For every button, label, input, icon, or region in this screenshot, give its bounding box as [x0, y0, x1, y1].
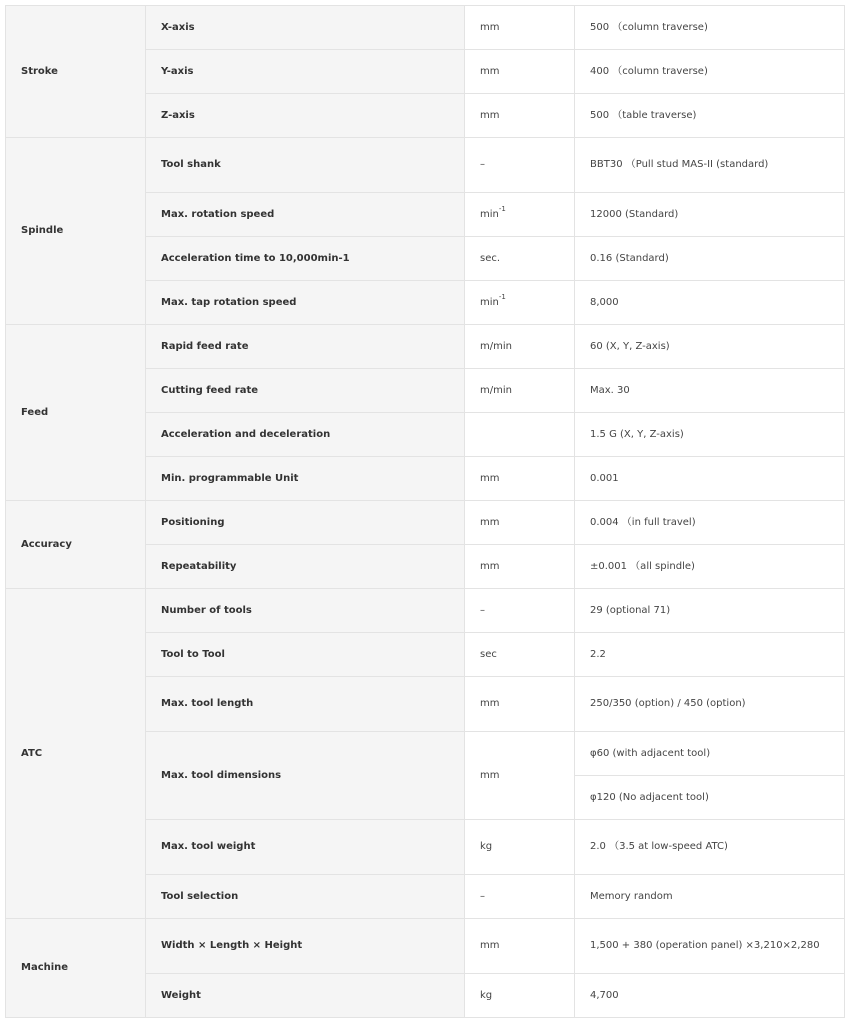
group-atc: ATC: [6, 589, 146, 919]
value-cell: Memory random: [575, 875, 845, 919]
item-label: X-axis: [146, 6, 465, 50]
unit-cell: [465, 281, 575, 325]
value-cell: 2.2: [575, 633, 845, 677]
value-cell: Max. 30: [575, 369, 845, 413]
unit-cell: mm: [465, 677, 575, 732]
item-label: Max. tool weight: [146, 820, 465, 875]
item-label: Tool selection: [146, 875, 465, 919]
value-cell: 0.001: [575, 457, 845, 501]
unit-cell: kg: [465, 820, 575, 875]
item-label: Repeatability: [146, 545, 465, 589]
item-label: Tool shank: [146, 138, 465, 193]
table-row: [6, 6, 845, 50]
unit-cell: mm: [465, 50, 575, 94]
value-cell: 0.004 （in full travel): [575, 501, 845, 545]
unit-cell: mm: [465, 457, 575, 501]
unit-cell: mm: [465, 732, 575, 820]
item-label: Z-axis: [146, 94, 465, 138]
unit-cell: –: [465, 875, 575, 919]
table-row: [6, 501, 845, 545]
item-label: Acceleration time to 10,000min-1: [146, 237, 465, 281]
item-label: Cutting feed rate: [146, 369, 465, 413]
item-label: Number of tools: [146, 589, 465, 633]
item-label: Max. rotation speed: [146, 193, 465, 237]
item-label: Weight: [146, 974, 465, 1018]
table-row: [6, 589, 845, 633]
item-label: Max. tool length: [146, 677, 465, 732]
unit-cell: –: [465, 589, 575, 633]
value-cell: 29 (optional 71): [575, 589, 845, 633]
value-cell: 400 （column traverse): [575, 50, 845, 94]
value-cell: φ60 (with adjacent tool): [575, 732, 845, 776]
item-label: Acceleration and deceleration: [146, 413, 465, 457]
value-cell: 60 (X, Y, Z-axis): [575, 325, 845, 369]
value-cell: 500 （table traverse): [575, 94, 845, 138]
value-cell: BBT30 （Pull stud MAS-II (standard): [575, 138, 845, 193]
unit-cell: kg: [465, 974, 575, 1018]
spec-table: [5, 5, 845, 1018]
item-label: Max. tool dimensions: [146, 732, 465, 820]
group-spindle: Spindle: [6, 138, 146, 325]
group-machine: Machine: [6, 919, 146, 1018]
value-cell: 8,000: [575, 281, 845, 325]
value-cell: 2.0 （3.5 at low-speed ATC): [575, 820, 845, 875]
item-label: Max. tap rotation speed: [146, 281, 465, 325]
unit-cell: mm: [465, 94, 575, 138]
table-row: [6, 919, 845, 974]
value-cell: 1,500 + 380 (operation panel) ×3,210×2,280: [575, 919, 845, 974]
value-cell: ±0.001 （all spindle): [575, 545, 845, 589]
unit-cell: sec: [465, 633, 575, 677]
value-cell: φ120 (No adjacent tool): [575, 776, 845, 820]
value-cell: 250/350 (option) / 450 (option): [575, 677, 845, 732]
value-cell: 4,700: [575, 974, 845, 1018]
unit-base: min: [480, 208, 499, 220]
table-row: [6, 325, 845, 369]
value-cell: 1.5 G (X, Y, Z-axis): [575, 413, 845, 457]
item-label: Tool to Tool: [146, 633, 465, 677]
item-label: Y-axis: [146, 50, 465, 94]
item-label: Width × Length × Height: [146, 919, 465, 974]
table-row: [6, 138, 845, 193]
item-label: Rapid feed rate: [146, 325, 465, 369]
unit-superscript: -1: [498, 205, 506, 214]
group-feed: Feed: [6, 325, 146, 501]
unit-cell: m/min: [465, 325, 575, 369]
item-label: Min. programmable Unit: [146, 457, 465, 501]
unit-cell: mm: [465, 501, 575, 545]
unit-cell: mm: [465, 545, 575, 589]
unit-superscript: -1: [498, 293, 506, 302]
item-label: Positioning: [146, 501, 465, 545]
unit-cell: [465, 413, 575, 457]
unit-cell: sec.: [465, 237, 575, 281]
value-cell: 500 （column traverse): [575, 6, 845, 50]
value-cell: 12000 (Standard): [575, 193, 845, 237]
group-accuracy: Accuracy: [6, 501, 146, 589]
group-stroke: Stroke: [6, 6, 146, 138]
unit-base: min: [480, 296, 499, 308]
unit-cell: m/min: [465, 369, 575, 413]
unit-cell: –: [465, 138, 575, 193]
unit-cell: [465, 193, 575, 237]
unit-cell: mm: [465, 6, 575, 50]
unit-cell: mm: [465, 919, 575, 974]
value-cell: 0.16 (Standard): [575, 237, 845, 281]
